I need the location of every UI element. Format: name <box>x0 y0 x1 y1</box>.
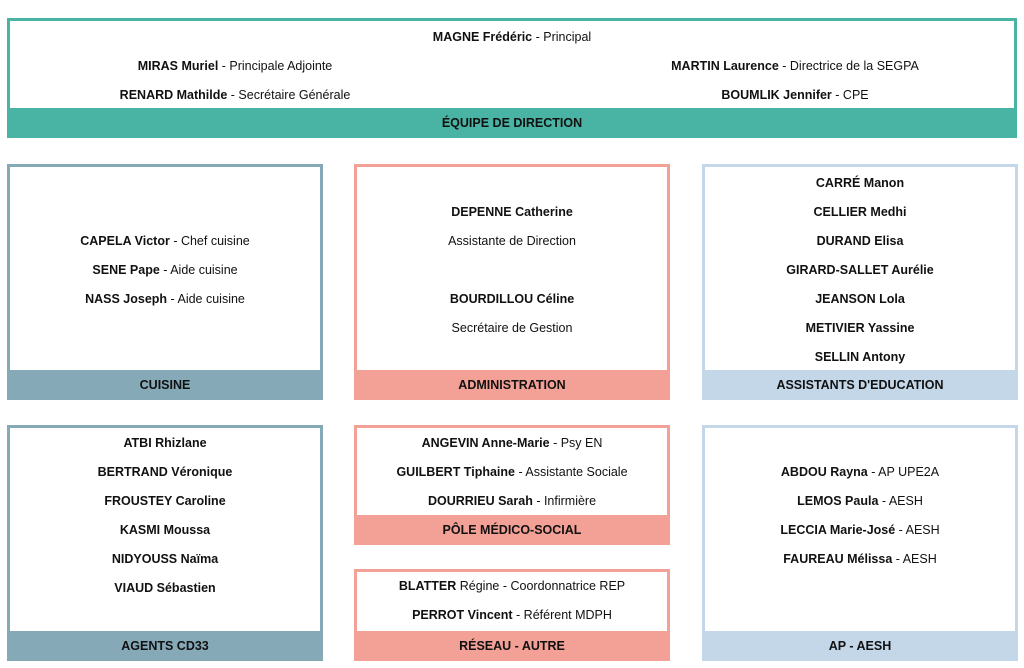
member-name: VIAUD Sébastien <box>114 581 216 595</box>
admin-member-role: Secrétaire de Gestion <box>451 321 573 335</box>
medico-member <box>357 493 667 509</box>
member-name: DOURRIEU Sarah <box>427 494 533 508</box>
admin-member-name <box>357 291 667 307</box>
aesh-member <box>705 493 1015 509</box>
member-name: PERROT Vincent <box>412 608 513 622</box>
member-name: BOURDILLOU Céline <box>449 292 575 306</box>
medico-member <box>357 464 667 480</box>
member-name: JEANSON Lola <box>815 292 905 306</box>
medico-member <box>357 435 667 451</box>
agent-member <box>10 522 320 538</box>
member-name: MIRAS Muriel <box>137 59 219 73</box>
admin-member-name <box>357 204 667 220</box>
member-name: METIVIER Yassine <box>805 321 915 335</box>
member-role: - Référent MDPH <box>512 608 612 622</box>
cuisine-card <box>7 164 323 400</box>
cuisine-member <box>10 233 320 249</box>
member-name: FAUREAU Mélissa <box>783 552 893 566</box>
member-name: MARTIN Laurence <box>671 59 779 73</box>
member-role: - AESH <box>878 494 923 508</box>
member-name: LEMOS Paula <box>797 494 879 508</box>
member-name: BERTRAND Véronique <box>97 465 233 479</box>
member-role: - Principale Adjointe <box>218 59 333 73</box>
member-role: - Infirmière <box>532 494 597 508</box>
member-role: - Directrice de la SEGPA <box>778 59 919 73</box>
member-name: GUILBERT Tiphaine <box>396 465 515 479</box>
administration-card <box>354 164 670 400</box>
direction-card <box>7 18 1017 138</box>
member-role: Régine - Coordonnatrice REP <box>456 579 626 593</box>
member-name: CARRÉ Manon <box>815 176 905 190</box>
cuisine-title: CUISINE <box>7 370 323 400</box>
aesh-title: AP - AESH <box>702 631 1018 661</box>
member-role: - Psy EN <box>549 436 603 450</box>
cuisine-member <box>10 291 320 307</box>
aesh-member <box>705 522 1015 538</box>
member-name: NASS Joseph <box>85 292 168 306</box>
cuisine-member <box>10 262 320 278</box>
agent-member <box>10 493 320 509</box>
agent-member <box>10 464 320 480</box>
assistant-member <box>705 349 1015 365</box>
member-name: ATBI Rhizlane <box>123 436 207 450</box>
agent-member <box>10 435 320 451</box>
member-role: - Principal <box>532 30 592 44</box>
member-role: - CPE <box>831 88 869 102</box>
direction-member <box>570 58 1020 87</box>
medico-card <box>354 425 670 545</box>
assistant-member <box>705 320 1015 336</box>
member-role: - AESH <box>895 523 940 537</box>
principal-line <box>10 29 1014 45</box>
member-name: LECCIA Marie-José <box>780 523 896 537</box>
agents-card <box>7 425 323 661</box>
assistant-member <box>705 262 1015 278</box>
member-name: KASMI Moussa <box>119 523 211 537</box>
assistants-card <box>702 164 1018 400</box>
member-role: - Aide cuisine <box>159 263 238 277</box>
member-name: FROUSTEY Caroline <box>104 494 226 508</box>
agent-member <box>10 551 320 567</box>
member-name: NIDYOUSS Naïma <box>111 552 219 566</box>
aesh-member <box>705 551 1015 567</box>
member-name: GIRARD-SALLET Aurélie <box>786 263 934 277</box>
member-name: SELLIN Antony <box>814 350 906 364</box>
assistant-member <box>705 175 1015 191</box>
assistants-title: ASSISTANTS D'EDUCATION <box>702 370 1018 400</box>
assistant-member <box>705 291 1015 307</box>
reseau-card <box>354 569 670 661</box>
member-name: CAPELA Victor <box>80 234 170 248</box>
assistant-member <box>705 233 1015 249</box>
member-role: - AP UPE2A <box>867 465 940 479</box>
assistant-member <box>705 204 1015 220</box>
member-name: CELLIER Medhi <box>813 205 907 219</box>
administration-title: ADMINISTRATION <box>354 370 670 400</box>
member-role: - Assistante Sociale <box>514 465 628 479</box>
member-role: - Secrétaire Générale <box>227 88 351 102</box>
admin-member-role: Assistante de Direction <box>448 234 576 248</box>
member-name: DEPENNE Catherine <box>451 205 573 219</box>
aesh-member <box>705 464 1015 480</box>
medico-title: PÔLE MÉDICO-SOCIAL <box>354 515 670 545</box>
reseau-member <box>357 578 667 594</box>
member-name: SENE Pape <box>92 263 160 277</box>
member-role: - AESH <box>892 552 937 566</box>
member-name: ABDOU Rayna <box>780 465 868 479</box>
member-name: RENARD Mathilde <box>119 88 228 102</box>
member-role: - Chef cuisine <box>169 234 250 248</box>
direction-member <box>10 58 460 87</box>
agents-title: AGENTS CD33 <box>7 631 323 661</box>
member-name: DURAND Elisa <box>816 234 904 248</box>
member-name: ANGEVIN Anne-Marie <box>421 436 550 450</box>
member-name: MAGNE Frédéric <box>432 30 533 44</box>
agent-member <box>10 580 320 596</box>
member-role: - Aide cuisine <box>167 292 245 306</box>
member-name: BLATTER <box>398 579 457 593</box>
reseau-member <box>357 607 667 623</box>
aesh-card <box>702 425 1018 661</box>
reseau-title: RÉSEAU - AUTRE <box>354 631 670 661</box>
member-name: BOUMLIK Jennifer <box>721 88 832 102</box>
direction-title: ÉQUIPE DE DIRECTION <box>7 108 1017 138</box>
